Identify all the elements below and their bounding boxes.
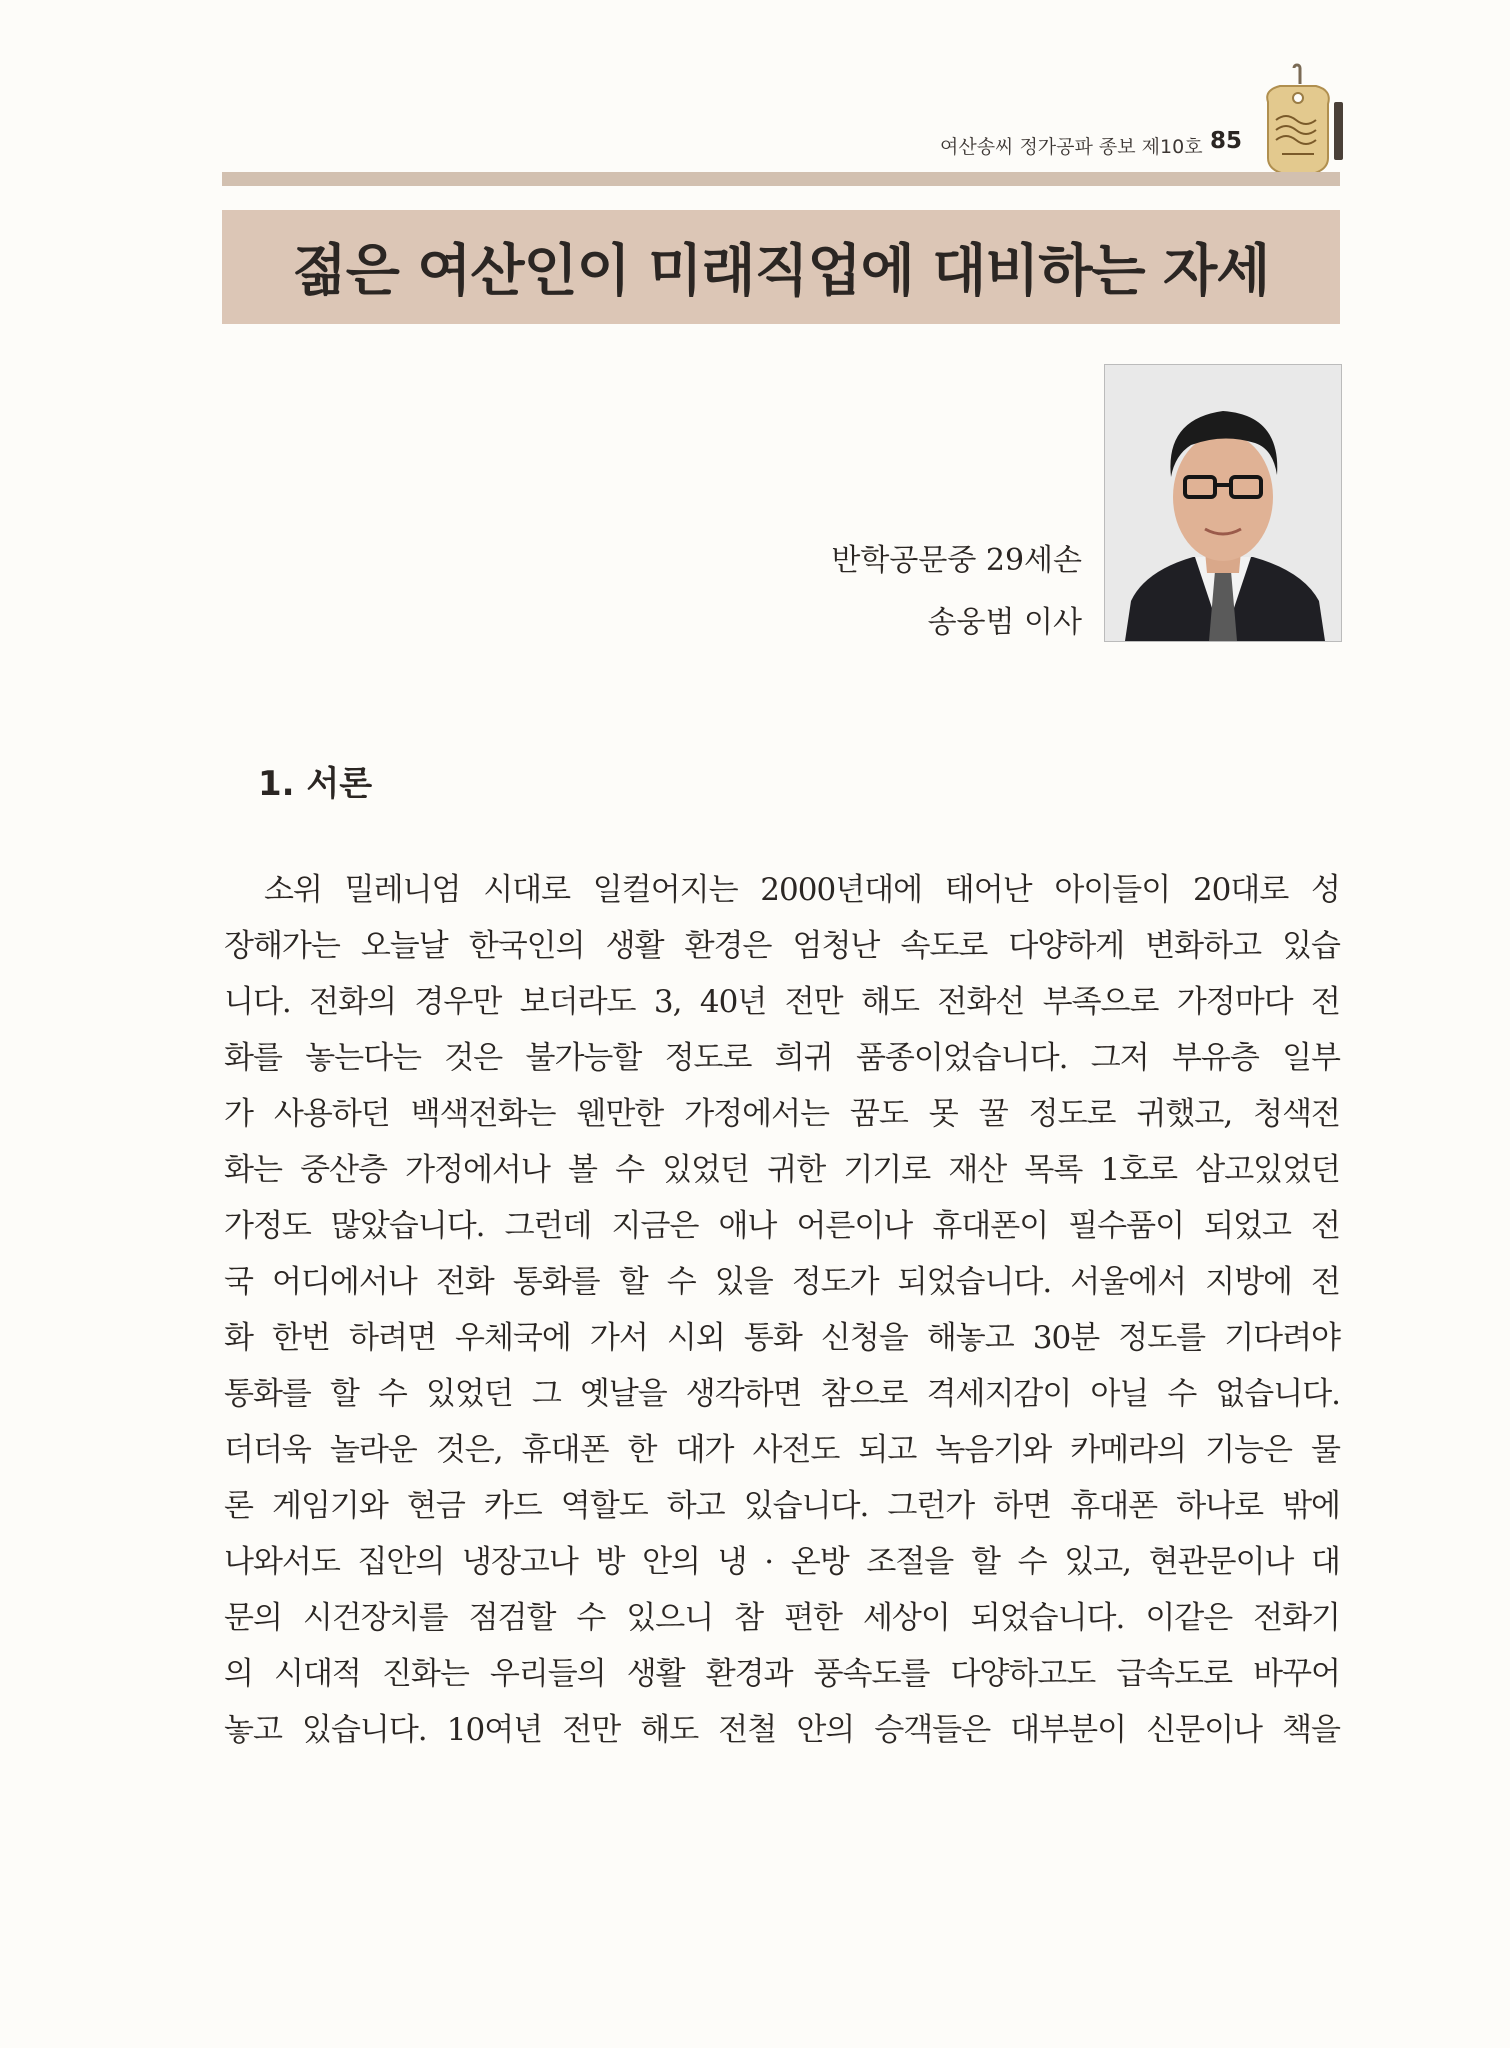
body-line: 더더욱 놀라운 것은, 휴대폰 한 대가 사전도 되고 녹음기와 카메라의 기능은 물 bbox=[224, 1432, 1340, 1468]
body-line: 통화를 할 수 있었던 그 옛날을 생각하면 참으로 격세지감이 아닐 수 없습니다. bbox=[224, 1376, 1340, 1412]
tag-emblem-icon bbox=[1254, 62, 1350, 182]
body-line: 나와서도 집안의 냉장고나 방 안의 냉 · 온방 조절을 할 수 있고, 현관문이나 대 bbox=[224, 1544, 1340, 1580]
body-line: 국 어디에서나 전화 통화를 할 수 있을 정도가 되었습니다. 서울에서 지방에 전 bbox=[224, 1264, 1340, 1300]
body-line: 화는 중산층 가정에서나 볼 수 있었던 귀한 기기로 재산 목록 1호로 삼고있었던 bbox=[224, 1152, 1340, 1188]
author-portrait-photo bbox=[1104, 364, 1342, 642]
page-number: 85 bbox=[1210, 128, 1243, 154]
body-line: 니다. 전화의 경우만 보더라도 3, 40년 전만 해도 전화선 부족으로 가정마다 전 bbox=[224, 984, 1340, 1020]
article-title: 젊은 여산인이 미래직업에 대비하는 자세 bbox=[292, 239, 1270, 304]
section-heading: 1. 서론 bbox=[258, 764, 373, 804]
body-line: 소위 밀레니엄 시대로 일컬어지는 2000년대에 태어난 아이들이 20대로 성 bbox=[264, 872, 1340, 908]
author-block bbox=[700, 530, 1082, 654]
body-line: 론 게임기와 현금 카드 역할도 하고 있습니다. 그런가 하면 휴대폰 하나로 밖에 bbox=[224, 1488, 1340, 1524]
article-body bbox=[224, 862, 1340, 1758]
body-line: 의 시대적 진화는 우리들의 생활 환경과 풍속도를 다양하고도 급속도로 바꾸어 bbox=[224, 1656, 1340, 1692]
body-line: 화를 놓는다는 것은 불가능할 정도로 희귀 품종이었습니다. 그저 부유층 일부 bbox=[224, 1040, 1340, 1076]
body-line: 문의 시건장치를 점검할 수 있으니 참 편한 세상이 되었습니다. 이같은 전화기 bbox=[224, 1600, 1340, 1636]
author-affiliation: 반학공문중 29세손 bbox=[831, 543, 1082, 578]
body-line: 가정도 많았습니다. 그런데 지금은 애나 어른이나 휴대폰이 필수품이 되었고 전 bbox=[224, 1208, 1340, 1244]
author-name: 송웅범 이사 bbox=[927, 605, 1082, 640]
body-line: 화 한번 하려면 우체국에 가서 시외 통화 신청을 해놓고 30분 정도를 기다려야 bbox=[224, 1320, 1340, 1356]
body-line: 놓고 있습니다. 10여년 전만 해도 전철 안의 승객들은 대부분이 신문이나 책을 bbox=[224, 1712, 1340, 1748]
publication-name: 여산송씨 정가공파 종보 제10호 bbox=[940, 136, 1203, 158]
top-rule bbox=[222, 172, 1340, 186]
body-line: 장해가는 오늘날 한국인의 생활 환경은 엄청난 속도로 다양하게 변화하고 있습 bbox=[224, 928, 1340, 964]
body-line: 가 사용하던 백색전화는 웬만한 가정에서는 꿈도 못 꿀 정도로 귀했고, 청색전 bbox=[224, 1096, 1340, 1132]
